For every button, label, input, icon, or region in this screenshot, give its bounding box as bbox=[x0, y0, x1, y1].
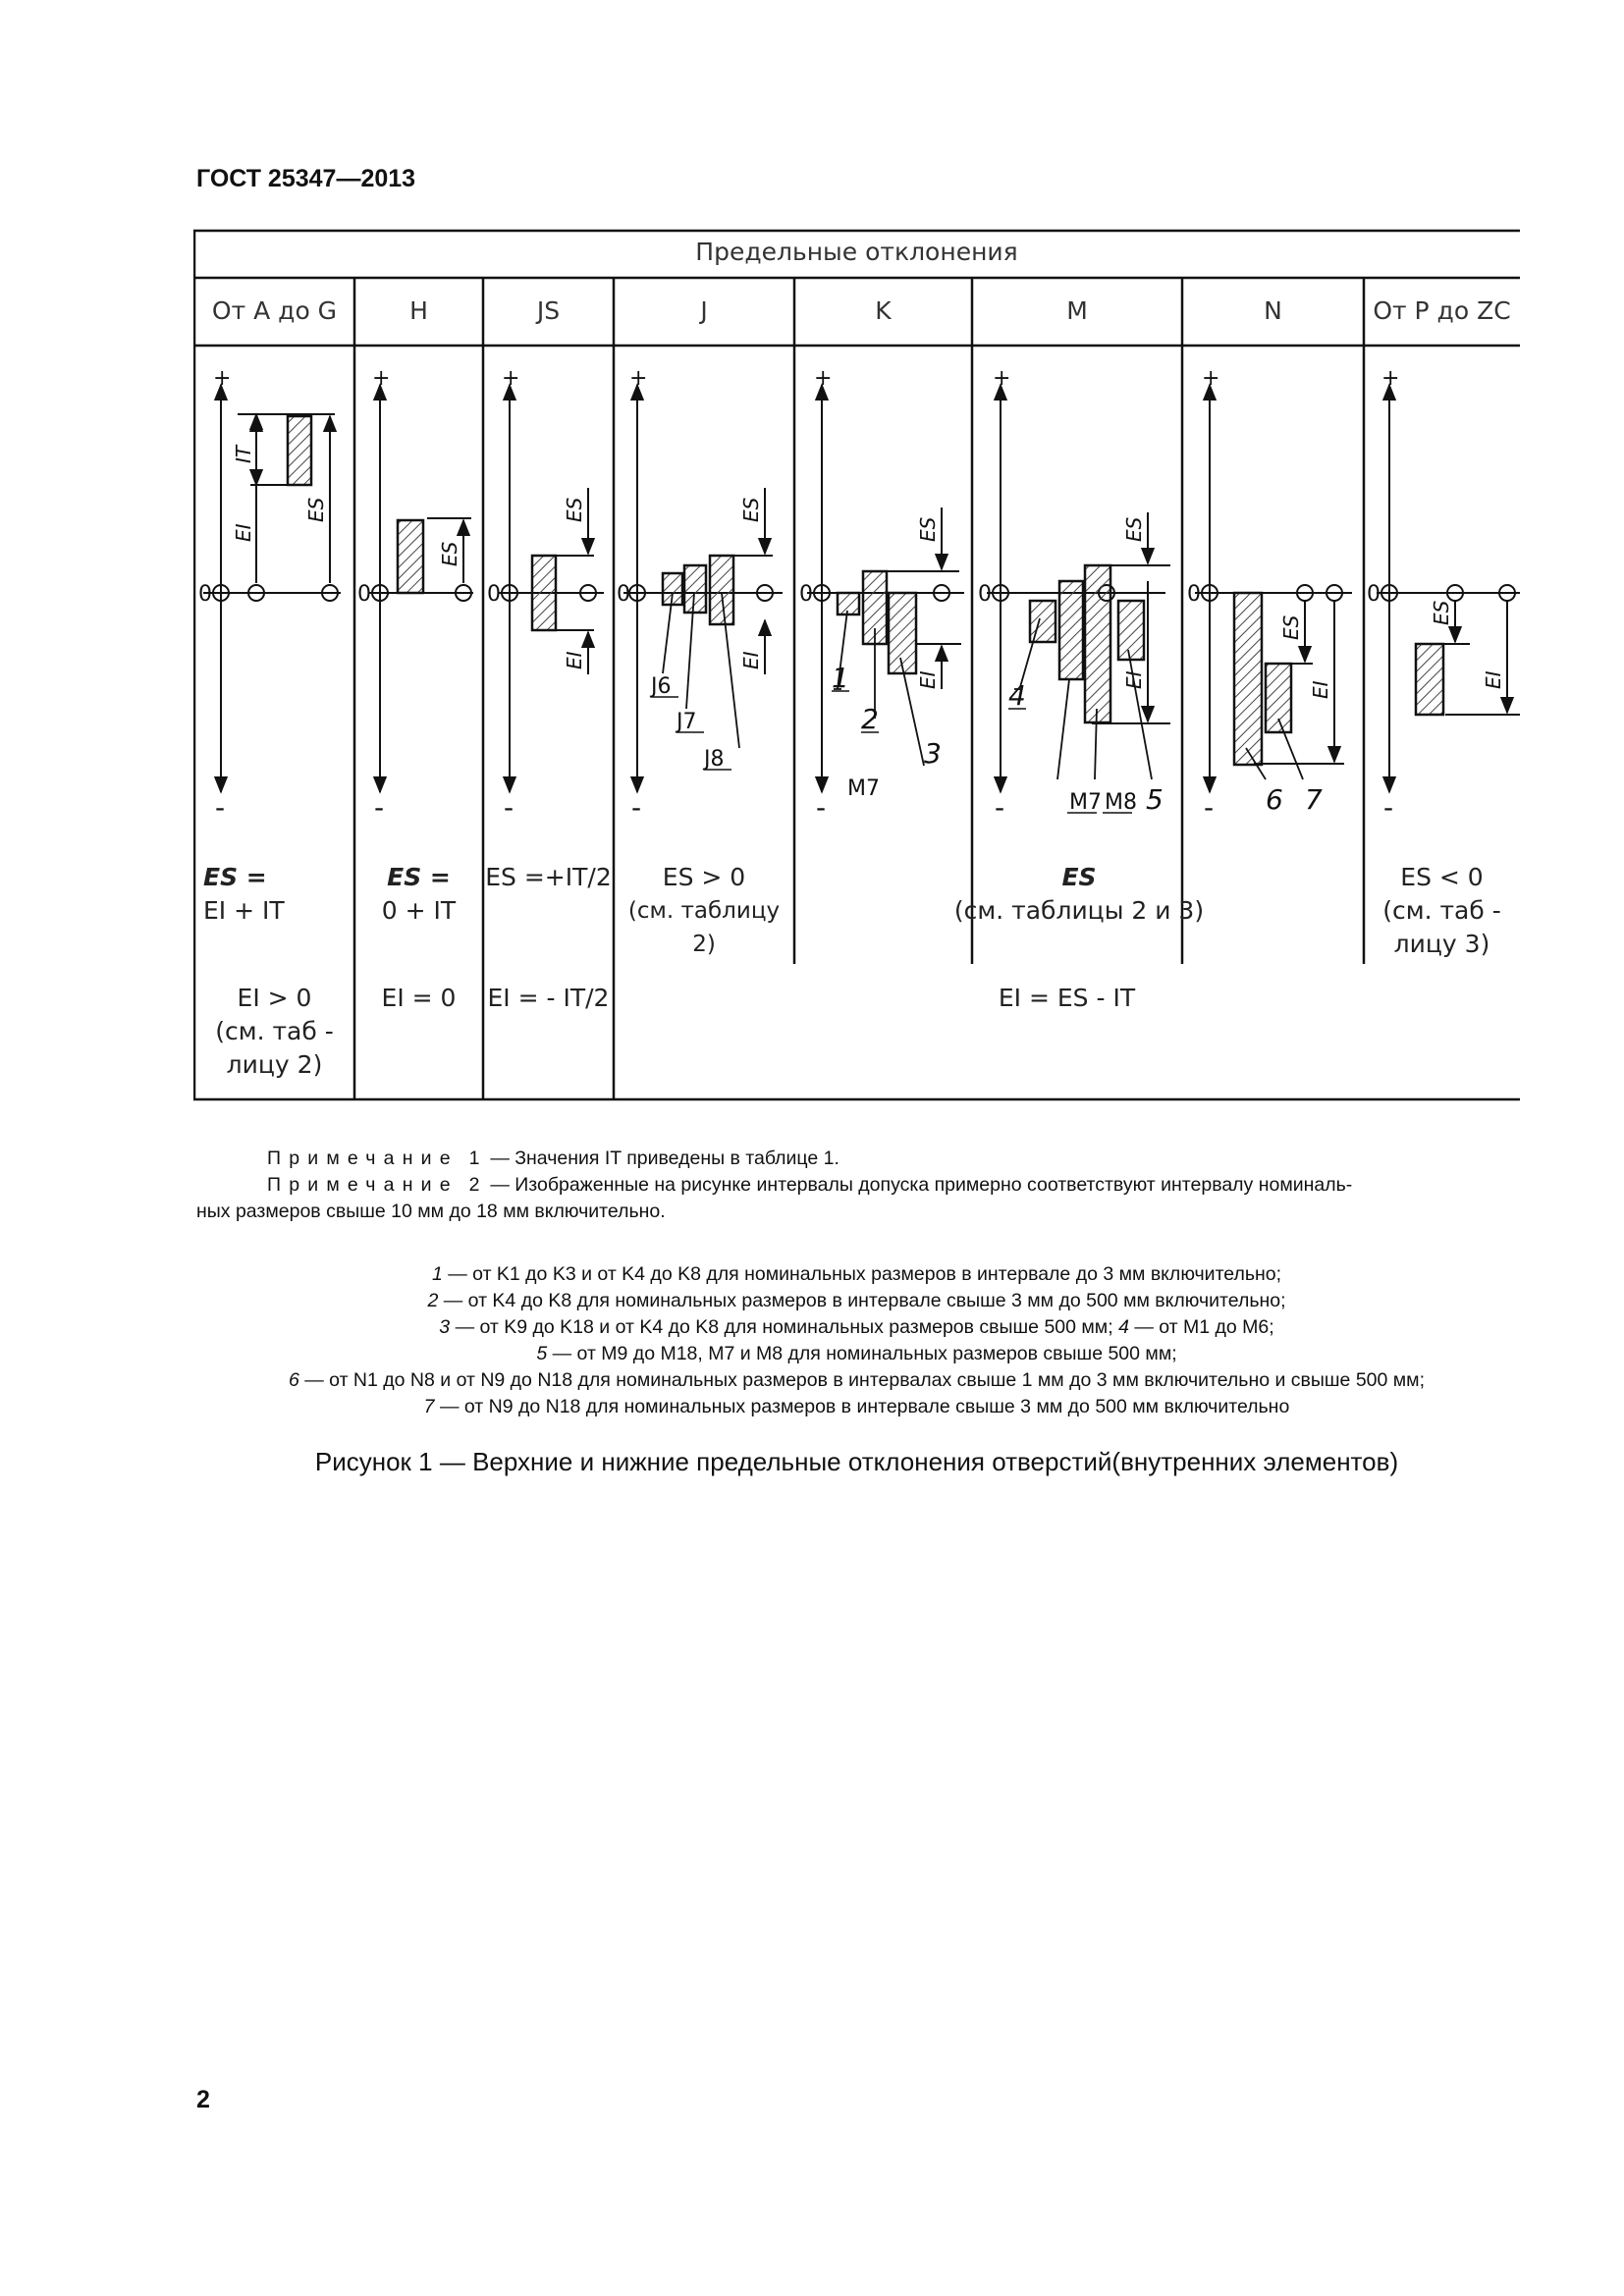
ei-h: EI = 0 bbox=[381, 984, 457, 1012]
svg-text:+: + bbox=[502, 366, 520, 391]
svg-text:EI: EI bbox=[563, 651, 586, 669]
header-title: Предельные отклонения bbox=[695, 238, 1018, 266]
svg-text:EI: EI bbox=[1122, 670, 1146, 689]
note-1: Примечание 1 — Значения IT приведены в таблице 1. bbox=[267, 1148, 839, 1169]
svg-text:ES: ES bbox=[1279, 614, 1303, 640]
callout-4: 4 bbox=[1008, 679, 1026, 712]
plus-sign: + bbox=[213, 366, 232, 391]
callout-labels bbox=[649, 674, 1137, 815]
legend-line-7: 7 — от N9 до N18 для номинальных размеров в интервале свыше 3 мм до 500 мм включительно bbox=[423, 1396, 1290, 1417]
document-code: ГОСТ 25347—2013 bbox=[196, 165, 416, 192]
svg-text:EI: EI bbox=[739, 651, 763, 669]
svg-text:0: 0 bbox=[978, 582, 992, 607]
tolerance-figure bbox=[193, 228, 1520, 1104]
es-p-zc: ES < 0 (см. таб - лицу 3) bbox=[1382, 863, 1501, 958]
svg-text:M7: M7 bbox=[1069, 790, 1102, 815]
svg-text:-: - bbox=[816, 791, 827, 824]
col-m: M bbox=[1066, 296, 1088, 325]
bar-js bbox=[532, 556, 556, 630]
svg-text:0: 0 bbox=[799, 582, 813, 607]
col-a-g: От А до G bbox=[211, 296, 338, 325]
svg-text:+: + bbox=[993, 366, 1011, 391]
es-j: ES > 0 (см. таблицу 2) bbox=[627, 863, 781, 957]
svg-text:ES: ES bbox=[1430, 600, 1453, 625]
callout-7: 7 bbox=[1305, 783, 1323, 816]
page-number: 2 bbox=[196, 2086, 210, 2113]
svg-text:ES: ES bbox=[1122, 516, 1146, 542]
bar-h bbox=[398, 520, 423, 593]
svg-text:EI: EI bbox=[1309, 680, 1332, 699]
bar-a-g bbox=[288, 416, 311, 485]
col-j: J bbox=[700, 296, 708, 325]
bar-k3 bbox=[889, 593, 916, 673]
leader-lines bbox=[663, 593, 1303, 779]
minus-sign: - bbox=[215, 791, 226, 824]
es-js: ES =+IT/2 bbox=[485, 863, 612, 891]
axis-labels bbox=[198, 366, 1399, 824]
label-j6: J6 bbox=[651, 674, 672, 699]
svg-text:-: - bbox=[995, 791, 1005, 824]
svg-text:0: 0 bbox=[617, 582, 630, 607]
svg-text:EI: EI bbox=[1482, 670, 1505, 689]
figure-caption: Рисунок 1 — Верхние и нижние предельные отклонения отверстий(внутренних элементов) bbox=[314, 1447, 1399, 1476]
svg-text:0: 0 bbox=[1367, 582, 1380, 607]
bar-k1 bbox=[838, 593, 859, 614]
ei-rest: EI = ES - IT bbox=[998, 984, 1136, 1012]
svg-text:ES: ES bbox=[739, 497, 763, 522]
es-a-g: ES = EI + IT bbox=[203, 863, 285, 925]
label-ei: EI bbox=[232, 523, 255, 542]
zero-label: 0 bbox=[198, 582, 212, 607]
label-j7: J7 bbox=[677, 710, 697, 734]
bar-j7 bbox=[684, 565, 706, 613]
svg-text:0: 0 bbox=[487, 582, 501, 607]
bar-m4 bbox=[1030, 601, 1056, 642]
svg-text:ES: ES bbox=[563, 497, 586, 522]
note-2: Примечание 2 — Изображенные на рисунке интервалы допуска примерно соответствуют интервалу номиналь- bbox=[267, 1174, 1353, 1196]
label-j8: J8 bbox=[704, 747, 725, 772]
bar-j8 bbox=[710, 556, 733, 624]
svg-text:0: 0 bbox=[1187, 582, 1201, 607]
bar-n7 bbox=[1266, 664, 1291, 732]
col-js: JS bbox=[536, 296, 561, 325]
col-p-zc: От Р до ZC bbox=[1373, 296, 1511, 325]
svg-text:+: + bbox=[372, 366, 391, 391]
svg-text:-: - bbox=[1204, 791, 1215, 824]
svg-text:-: - bbox=[504, 791, 514, 824]
label-it: IT bbox=[232, 445, 255, 463]
bar-m8 bbox=[1085, 565, 1110, 722]
table-grid bbox=[193, 231, 1520, 1099]
svg-text:ES: ES bbox=[916, 516, 940, 542]
svg-text:+: + bbox=[1381, 366, 1400, 391]
svg-text:+: + bbox=[814, 366, 833, 391]
col-n: N bbox=[1264, 296, 1282, 325]
es-h: ES = 0 + IT bbox=[381, 863, 457, 925]
svg-text:-: - bbox=[631, 791, 642, 824]
label-es: ES bbox=[304, 497, 328, 522]
svg-text:EI: EI bbox=[916, 670, 940, 689]
svg-text:+: + bbox=[1202, 366, 1220, 391]
bar-n6 bbox=[1234, 593, 1262, 765]
bar-m7 bbox=[1059, 581, 1083, 679]
callout-1: 1 bbox=[832, 662, 849, 694]
callout-2: 2 bbox=[861, 703, 879, 735]
svg-text:-: - bbox=[1383, 791, 1394, 824]
tolerance-diagram bbox=[193, 228, 1520, 1104]
ei-js: EI = - IT/2 bbox=[487, 984, 610, 1012]
svg-text:0: 0 bbox=[357, 582, 371, 607]
svg-text:ES: ES bbox=[438, 541, 461, 566]
label-m7: M7 bbox=[847, 776, 880, 801]
col-h: H bbox=[409, 296, 428, 325]
svg-text:+: + bbox=[629, 366, 648, 391]
legend-line-6: 6 — от N1 до N8 и от N9 до N18 для номинальных размеров в интервалах свыше 1 мм до 3 мм включительно и свыше 500 мм; bbox=[288, 1369, 1426, 1391]
legend-line-5: 5 — от M9 до M18, M7 и M8 для номинальных размеров свыше 500 мм; bbox=[536, 1343, 1177, 1364]
callout-5: 5 bbox=[1146, 783, 1164, 816]
legend-line-3: 3 — от K9 до K18 и от K4 до K8 для номинальных размеров свыше 500 мм; 4 — от M1 до M6; bbox=[439, 1316, 1274, 1338]
callout-3: 3 bbox=[924, 737, 942, 770]
ei-a-g: EI > 0 (см. таб - лицу 2) bbox=[215, 984, 334, 1079]
callout-6: 6 bbox=[1266, 783, 1283, 816]
col-k: K bbox=[875, 296, 892, 325]
bar-p-zc bbox=[1416, 644, 1443, 715]
label-m8: M8 bbox=[1105, 790, 1137, 815]
note-2-continued: ных размеров свыше 10 мм до 18 мм включительно. bbox=[196, 1201, 666, 1222]
svg-text:-: - bbox=[374, 791, 385, 824]
legend-line-2: 2 — от K4 до K8 для номинальных размеров в интервале свыше 3 мм до 500 мм включительно; bbox=[427, 1290, 1286, 1311]
legend-line-1: 1 — от K1 до K3 и от K4 до K8 для номинальных размеров в интервале до 3 мм включительно; bbox=[431, 1263, 1282, 1285]
bar-m5 bbox=[1118, 601, 1144, 660]
es-k-m-n: ES (см. таблицы 2 и 3) bbox=[953, 863, 1205, 925]
